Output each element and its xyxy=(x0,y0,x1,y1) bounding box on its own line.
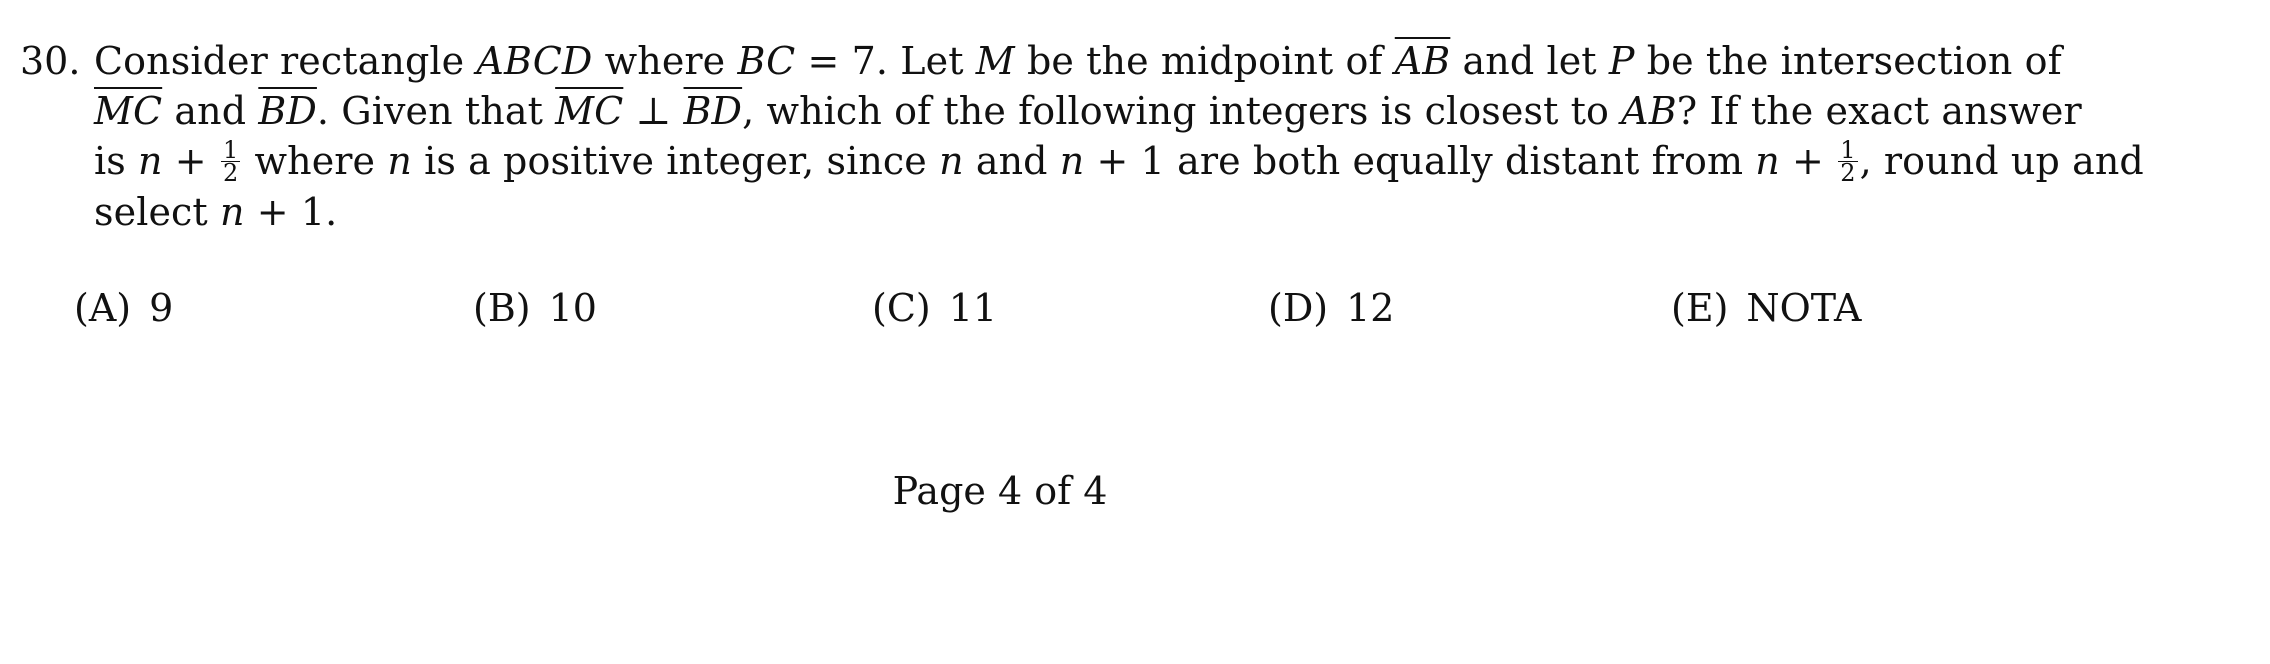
question-line-2: $\overline{MC}$ and $\overline{BD}$. Given that $\overline{MC}$ ⊥ $\overline{BD}$, which of the following integers is closest to AB? If the exact answer xyxy=(94,89,2082,133)
fraction-one-half: $\frac{1}{2}$ xyxy=(222,136,239,187)
choice-d[interactable] xyxy=(1268,283,1394,333)
perpendicular-symbol: ⊥ xyxy=(623,89,684,133)
choice-label: (E) xyxy=(1671,286,1729,330)
question-number: 30. xyxy=(20,39,81,83)
segment-bd: $\overline{BD}$ xyxy=(258,89,317,133)
page-footer: Page 4 of 4 xyxy=(892,469,1108,513)
fraction-one-half-2: $\frac{1}{2}$ xyxy=(1840,136,1856,187)
choice-value: 10 xyxy=(548,286,597,330)
choice-value: 11 xyxy=(948,286,998,330)
choice-label: (D) xyxy=(1268,286,1329,330)
choice-c[interactable] xyxy=(872,283,997,333)
problem-30 xyxy=(20,36,2144,237)
question-line-3: is n + $\frac{1}{2}$ where n is a positive integer, since n and n + 1 are both equally distant from n + $\frac{1}{2}$ , round up and xyxy=(94,136,2144,187)
choice-a[interactable] xyxy=(74,283,173,333)
segment-mc: $\overline{MC}$ xyxy=(94,89,163,133)
question-text xyxy=(94,36,2144,237)
choice-label: (A) xyxy=(74,286,132,330)
choice-b[interactable] xyxy=(473,283,597,333)
question-line-4: select n + 1. xyxy=(94,190,338,234)
segment-ab: $\overline{AB}$ xyxy=(1394,39,1451,83)
answer-choices xyxy=(0,283,2270,333)
choice-label: (B) xyxy=(473,286,531,330)
question-line-1: Consider rectangle ABCD where BC = 7. Let M be the midpoint of $\overline{AB}$ and let P be the intersection of xyxy=(94,39,2062,83)
choice-value: 9 xyxy=(149,286,174,330)
choice-e[interactable] xyxy=(1671,283,1862,333)
choice-value: NOTA xyxy=(1746,286,1862,330)
choice-label: (C) xyxy=(872,286,931,330)
choice-value: 12 xyxy=(1346,286,1395,330)
